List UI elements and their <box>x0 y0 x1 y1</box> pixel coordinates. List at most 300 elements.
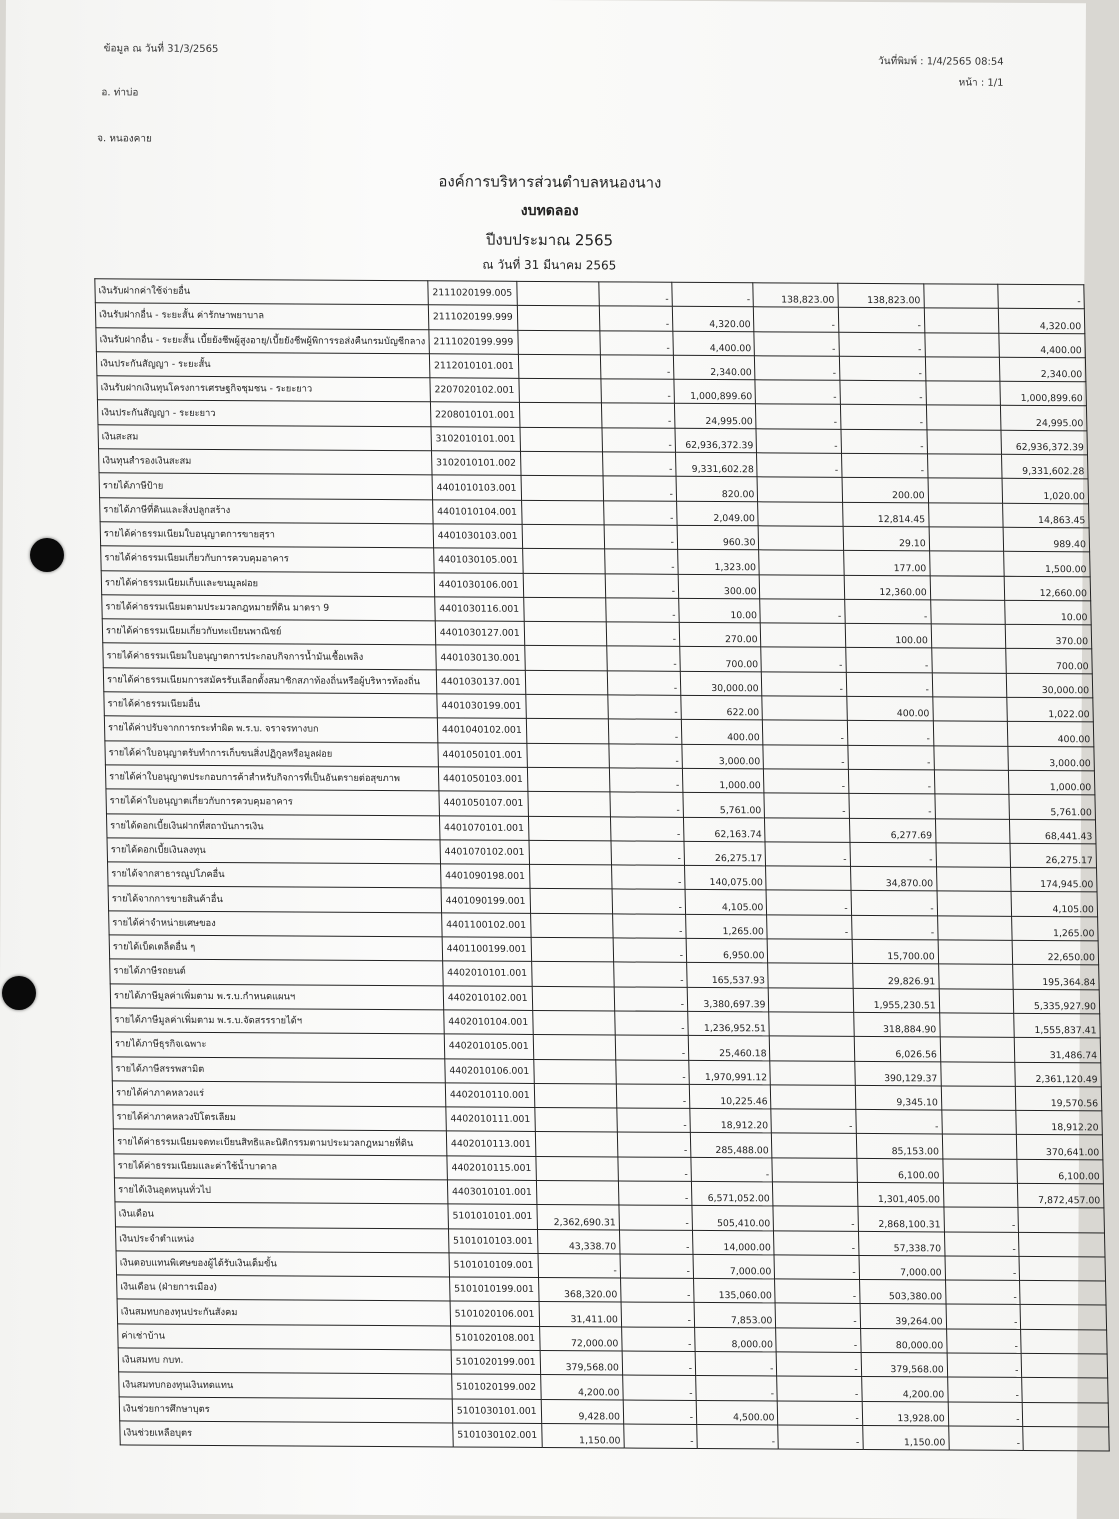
amount-cell: - <box>761 647 846 672</box>
account-name: รายได้ค่าธรรมเนียมเก็บและขนมูลฝอย <box>101 570 434 596</box>
amount-cell: - <box>610 792 684 817</box>
amount-cell: - <box>603 476 677 501</box>
amount-cell: - <box>617 1132 691 1157</box>
amount-cell: 9,331,602.28 <box>1002 454 1088 479</box>
amount-cell: - <box>848 745 935 770</box>
account-name: รายได้ค่าธรรมเนียมเกี่ยวกับทะเบียนพาณิชย์ <box>102 619 435 645</box>
amount-cell: - <box>619 1205 693 1230</box>
account-code: 4401030199.001 <box>436 694 526 719</box>
account-name: รายได้ค่าธรรมเนียมจดทะเบียนสิทธิและนิติกรรมตามประมวลกฎหมายที่ดิน <box>113 1129 446 1155</box>
amount-cell: - <box>767 890 852 915</box>
amount-cell: 5,761.00 <box>1009 795 1095 820</box>
account-code: 4402010113.001 <box>446 1131 536 1156</box>
amount-cell <box>534 1059 616 1084</box>
account-code: 4402010110.001 <box>445 1083 535 1108</box>
amount-cell: 370,641.00 <box>1017 1135 1103 1160</box>
account-name: รายได้ค่าธรรมเนียมใบอนุญาตการขายสุรา <box>100 522 433 548</box>
account-code: 4402010104.001 <box>443 1010 533 1035</box>
account-code: 4401090198.001 <box>440 864 530 889</box>
amount-cell: 1,000.00 <box>1009 770 1095 795</box>
amount-cell: 1,265.00 <box>686 914 768 939</box>
amount-cell: 15,700.00 <box>852 939 939 964</box>
amount-cell <box>527 767 609 792</box>
amount-cell: - <box>756 404 841 429</box>
amount-cell: 400.00 <box>681 720 763 745</box>
amount-cell <box>772 1158 857 1183</box>
amount-cell <box>531 913 613 938</box>
account-name: เงินประกันสัญญา - ระยะยาว <box>97 400 430 426</box>
amount-cell <box>933 721 1008 746</box>
amount-cell: 195,364.84 <box>1013 965 1099 990</box>
amount-cell: 6,950.00 <box>686 938 768 963</box>
amount-cell: - <box>603 501 677 526</box>
amount-cell: - <box>756 429 841 454</box>
account-code: 4402010105.001 <box>444 1034 534 1059</box>
amount-cell: 370.00 <box>1006 624 1092 649</box>
amount-cell: - <box>599 306 673 331</box>
account-code: 4401030103.001 <box>433 524 523 549</box>
amount-cell: - <box>946 1329 1021 1354</box>
amount-cell: 4,320.00 <box>672 307 754 332</box>
amount-cell: 1,970,991.12 <box>689 1060 771 1085</box>
amount-cell: 1,500.00 <box>1004 552 1090 577</box>
amount-cell: - <box>776 1303 861 1328</box>
amount-cell: 6,277.69 <box>849 818 936 843</box>
amount-cell <box>758 501 843 526</box>
amount-cell: - <box>839 356 926 381</box>
amount-cell: - <box>608 719 682 744</box>
amount-cell <box>761 623 846 648</box>
amount-cell: - <box>841 429 928 454</box>
amount-cell <box>525 646 607 671</box>
amount-cell: 2,362,690.31 <box>537 1205 619 1230</box>
amount-cell <box>765 817 850 842</box>
amount-cell <box>941 1086 1016 1111</box>
amount-cell: - <box>851 915 938 940</box>
amount-cell: 1,955,230.51 <box>853 988 940 1013</box>
print-date: วันที่พิมพ์ : 1/4/2565 08:54 <box>878 56 1004 68</box>
account-code: 5101020108.001 <box>450 1326 540 1351</box>
amount-cell: 3,380,697.39 <box>687 987 769 1012</box>
amount-cell <box>935 818 1010 843</box>
account-code: 3102010101.002 <box>431 451 521 476</box>
account-code: 4401050107.001 <box>439 791 529 816</box>
amount-cell <box>925 357 1000 382</box>
amount-cell: - <box>754 307 839 332</box>
page-number: หน้า : 1/1 <box>958 77 1004 89</box>
amount-cell <box>769 987 854 1012</box>
amount-cell: 29,826.91 <box>852 964 939 989</box>
amount-cell: 318,884.90 <box>853 1012 940 1037</box>
amount-cell: 13,928.00 <box>862 1401 949 1426</box>
amount-cell: 200.00 <box>842 478 929 503</box>
amount-cell <box>530 865 612 890</box>
account-name: รายได้ค่าธรรมเนียมตามประมวลกฎหมายที่ดิน มาตรา 9 <box>102 595 435 621</box>
amount-cell <box>927 454 1002 479</box>
amount-cell <box>931 624 1006 649</box>
amount-cell <box>924 284 999 309</box>
as-of-date: ณ วันที่ 31 มีนาคม 2565 <box>482 257 617 273</box>
amount-cell: - <box>601 403 675 428</box>
amount-cell: - <box>767 915 852 940</box>
amount-cell <box>938 964 1013 989</box>
amount-cell: 7,853.00 <box>694 1303 776 1328</box>
amount-cell: - <box>948 1426 1023 1451</box>
amount-cell <box>770 1036 855 1061</box>
amount-cell: 12,360.00 <box>844 575 931 600</box>
amount-cell <box>925 332 1000 357</box>
amount-cell: 14,000.00 <box>692 1230 774 1255</box>
amount-cell: - <box>620 1254 694 1279</box>
amount-cell <box>934 770 1009 795</box>
account-name: รายได้ค่าภาคหลวงแร่ <box>112 1081 445 1107</box>
amount-cell <box>1022 1353 1108 1378</box>
account-name: เงินตอบแทนพิเศษของผู้ได้รับเงินเต็มขั้น <box>116 1251 449 1277</box>
amount-cell <box>520 451 602 476</box>
amount-cell: 72,000.00 <box>540 1326 622 1351</box>
account-code: 2207020102.001 <box>430 378 520 403</box>
amount-cell <box>533 1035 615 1060</box>
amount-cell: 30,000.00 <box>1007 673 1093 698</box>
amount-cell: - <box>775 1279 860 1304</box>
amount-cell: 505,410.00 <box>692 1206 774 1231</box>
amount-cell <box>524 597 606 622</box>
account-code: 5101020106.001 <box>450 1301 540 1326</box>
amount-cell: 5,761.00 <box>683 793 765 818</box>
account-name: รายได้ค่าใบอนุญาตเกี่ยวกับการควบคุมอาคาร <box>106 789 439 815</box>
amount-cell: - <box>614 987 688 1012</box>
amount-cell <box>527 743 609 768</box>
amount-cell <box>932 673 1007 698</box>
amount-cell: - <box>614 962 688 987</box>
amount-cell: - <box>611 841 685 866</box>
amount-cell <box>519 403 601 428</box>
amount-cell: - <box>944 1232 1019 1257</box>
amount-cell: 80,000.00 <box>860 1328 947 1353</box>
amount-cell: 9,331,602.28 <box>676 452 758 477</box>
amount-cell <box>928 503 1003 528</box>
amount-cell: - <box>777 1376 862 1401</box>
amount-cell: - <box>611 865 685 890</box>
amount-cell <box>521 476 603 501</box>
amount-cell: 10.00 <box>679 598 761 623</box>
account-name: รายได้ดอกเบี้ยเงินฝากที่สถาบันการเงิน <box>106 813 439 839</box>
account-code: 5101020199.002 <box>451 1374 541 1399</box>
account-code: 5101010103.001 <box>448 1229 538 1254</box>
account-code: 4401010103.001 <box>432 475 522 500</box>
amount-cell: 6,100.00 <box>1017 1159 1103 1184</box>
amount-cell: - <box>615 1011 689 1036</box>
account-code: 5101030102.001 <box>452 1423 542 1448</box>
amount-cell: - <box>613 914 687 939</box>
amount-cell: 3,000.00 <box>1008 746 1094 771</box>
amount-cell: 700.00 <box>680 647 762 672</box>
amount-cell <box>531 937 613 962</box>
amount-cell: 270.00 <box>679 622 761 647</box>
amount-cell: 7,000.00 <box>859 1255 946 1280</box>
amount-cell: 1,000,899.60 <box>674 379 756 404</box>
amount-cell <box>938 940 1013 965</box>
account-name: รายได้ค่าธรรมเนียมเกี่ยวกับการควบคุมอาคาร <box>101 546 434 572</box>
account-name: รายได้ดอกเบี้ยเงินลงทุน <box>107 838 440 864</box>
amount-cell: - <box>605 549 679 574</box>
punch-hole-top <box>30 538 64 572</box>
amount-cell: 4,400.00 <box>999 333 1085 358</box>
account-name: เงินรับฝากอื่น - ระยะสั้น ค่ารักษาพยาบาล <box>95 303 428 329</box>
amount-cell: - <box>778 1401 863 1426</box>
amount-cell <box>769 1012 854 1037</box>
amount-cell: - <box>612 889 686 914</box>
amount-cell <box>535 1108 617 1133</box>
amount-cell <box>533 1010 615 1035</box>
amount-cell: - <box>617 1108 691 1133</box>
amount-cell: - <box>620 1278 694 1303</box>
amount-cell: - <box>945 1256 1020 1281</box>
amount-cell <box>770 1060 855 1085</box>
amount-cell: 30,000.00 <box>680 671 762 696</box>
amount-cell: 4,200.00 <box>861 1377 948 1402</box>
amount-cell: 5,335,927.90 <box>1014 989 1100 1014</box>
amount-cell: 1,000,899.60 <box>1000 381 1086 406</box>
account-name: รายได้เบ็ดเตล็ดอื่น ๆ <box>109 935 442 961</box>
amount-cell <box>773 1182 858 1207</box>
amount-cell <box>931 648 1006 673</box>
amount-cell: 19,570.56 <box>1016 1086 1102 1111</box>
account-code: 4402010102.001 <box>443 985 533 1010</box>
amount-cell <box>928 478 1003 503</box>
amount-cell: 1,265.00 <box>1012 916 1098 941</box>
account-name: รายได้ค่าภาคหลวงปิโตรเลียม <box>113 1105 446 1131</box>
amount-cell: - <box>696 1376 778 1401</box>
amount-cell: - <box>839 332 926 357</box>
account-name: รายได้ภาษีมูลค่าเพิ่มตาม พ.ร.บ.จัดสรรรายได้ฯ <box>111 1008 444 1034</box>
amount-cell <box>1020 1281 1106 1306</box>
amount-cell: 43,338.70 <box>537 1229 619 1254</box>
account-code: 4401100199.001 <box>442 937 532 962</box>
amount-cell: - <box>777 1352 862 1377</box>
account-code: 4401040102.001 <box>437 718 527 743</box>
amount-cell <box>943 1159 1018 1184</box>
amount-cell: 18,912.20 <box>1016 1110 1102 1135</box>
amount-cell <box>1023 1426 1109 1451</box>
amount-cell: 1,000.00 <box>682 768 764 793</box>
amount-cell: - <box>609 768 683 793</box>
account-name: เงินประกันสัญญา - ระยะสั้น <box>96 352 429 378</box>
amount-cell <box>759 550 844 575</box>
amount-cell <box>758 477 843 502</box>
amount-cell: - <box>763 720 848 745</box>
amount-cell: - <box>609 744 683 769</box>
amount-cell <box>772 1133 857 1158</box>
amount-cell: - <box>601 379 675 404</box>
amount-cell <box>759 526 844 551</box>
amount-cell: - <box>616 1059 690 1084</box>
amount-cell <box>942 1134 1017 1159</box>
amount-cell <box>528 816 610 841</box>
amount-cell <box>940 1061 1015 1086</box>
account-name: รายได้ภาษีรถยนต์ <box>110 959 443 985</box>
amount-cell <box>927 430 1002 455</box>
account-name: รายได้ค่าธรรมเนียมใบอนุญาตการประกอบกิจการน้ำมันเชื้อเพลิง <box>103 643 436 669</box>
amount-cell <box>522 500 604 525</box>
account-code: 4401030106.001 <box>434 572 524 597</box>
amount-cell: - <box>602 452 676 477</box>
amount-cell: - <box>610 816 684 841</box>
account-code: 4402010101.001 <box>442 961 532 986</box>
account-name: เงินประจำตำแหน่ง <box>115 1226 448 1252</box>
amount-cell: - <box>764 793 849 818</box>
amount-cell: 62,163.74 <box>683 817 765 842</box>
amount-cell: 22,650.00 <box>1013 940 1099 965</box>
amount-cell: - <box>606 622 680 647</box>
amount-cell: 4,400.00 <box>673 331 755 356</box>
amount-cell: - <box>697 1424 779 1449</box>
account-name: เงินเดือน <box>115 1202 448 1228</box>
amount-cell <box>1019 1256 1105 1281</box>
amount-cell: 6,100.00 <box>857 1158 944 1183</box>
amount-cell <box>526 719 608 744</box>
amount-cell: - <box>599 282 673 307</box>
account-code: 5101020199.001 <box>451 1350 541 1375</box>
amount-cell: 400.00 <box>1008 722 1094 747</box>
amount-cell: 2,361,120.49 <box>1015 1062 1101 1087</box>
account-code: 2112010101.001 <box>429 354 519 379</box>
amount-cell: 4,105.00 <box>1011 892 1097 917</box>
amount-cell: 10.00 <box>1005 600 1091 625</box>
amount-cell: - <box>845 648 932 673</box>
amount-cell <box>1020 1305 1106 1330</box>
punch-hole-bottom <box>2 976 36 1010</box>
amount-cell <box>926 381 1001 406</box>
amount-cell: - <box>618 1181 692 1206</box>
amount-cell: - <box>762 672 847 697</box>
account-code: 2111020199.999 <box>428 329 518 354</box>
amount-cell <box>523 573 605 598</box>
amount-cell: 2,049.00 <box>677 501 759 526</box>
account-name: เงินช่วยเหลือบุตร <box>120 1421 453 1447</box>
amount-cell: 4,105.00 <box>685 890 767 915</box>
amount-cell: 7,000.00 <box>693 1254 775 1279</box>
account-code: 5101010109.001 <box>449 1253 539 1278</box>
amount-cell: - <box>844 599 931 624</box>
account-name: รายได้ค่าธรรมเนียมและค่าใช้น้ำบาดาล <box>114 1154 447 1180</box>
amount-cell: 174,945.00 <box>1011 867 1097 892</box>
amount-cell: - <box>948 1402 1023 1427</box>
amount-cell: - <box>600 355 674 380</box>
amount-cell: - <box>946 1304 1021 1329</box>
amount-cell: 138,823.00 <box>753 283 838 308</box>
amount-cell: - <box>778 1425 863 1450</box>
account-code: 4401030130.001 <box>435 645 525 670</box>
account-name: รายได้ค่าธรรมเนียมการสมัครรับเลือกตั้งสมาชิกสภาท้องถิ่นหรือผู้บริหารท้องถิ่น <box>103 668 436 694</box>
amount-cell: 24,995.00 <box>674 404 756 429</box>
account-code: 2111020199.999 <box>428 305 518 330</box>
amount-cell: - <box>850 842 937 867</box>
amount-cell: 989.40 <box>1004 527 1090 552</box>
amount-cell <box>524 622 606 647</box>
amount-cell <box>535 1132 617 1157</box>
account-code: 4401030116.001 <box>434 597 524 622</box>
account-code: 4401100102.001 <box>441 913 531 938</box>
account-name: รายได้ภาษีธุรกิจเฉพาะ <box>111 1032 444 1058</box>
account-code: 4401070101.001 <box>439 815 529 840</box>
amount-cell: 390,129.37 <box>855 1061 942 1086</box>
amount-cell: 400.00 <box>847 696 934 721</box>
amount-cell: 1,301,405.00 <box>857 1182 944 1207</box>
amount-cell: 12,814.45 <box>842 502 929 527</box>
amount-cell: - <box>947 1353 1022 1378</box>
amount-cell: 379,568.00 <box>540 1351 622 1376</box>
amount-cell <box>528 792 610 817</box>
data-date: ข้อมูล ณ วันที่ 31/3/2565 <box>103 43 219 55</box>
amount-cell: - <box>763 744 848 769</box>
amount-cell <box>934 746 1009 771</box>
amount-cell <box>532 986 614 1011</box>
amount-cell: - <box>606 598 680 623</box>
amount-cell <box>530 889 612 914</box>
amount-cell: 29.10 <box>843 526 930 551</box>
amount-cell <box>937 891 1012 916</box>
amount-cell: - <box>755 356 840 381</box>
amount-cell: 140,075.00 <box>685 865 767 890</box>
amount-cell <box>929 551 1004 576</box>
amount-cell: - <box>847 721 934 746</box>
amount-cell: - <box>754 331 839 356</box>
amount-cell <box>520 427 602 452</box>
amount-cell: 10,225.46 <box>689 1084 771 1109</box>
district: อ. ท่าบ่อ <box>101 87 139 99</box>
account-code: 4402010106.001 <box>444 1058 534 1083</box>
account-code: 4403010101.001 <box>447 1180 537 1205</box>
amount-cell <box>522 524 604 549</box>
amount-cell: - <box>849 794 936 819</box>
amount-cell: 1,150.00 <box>542 1423 624 1448</box>
fiscal-year: ปีงบประมาณ 2565 <box>485 230 614 250</box>
province: จ. หนองคาย <box>97 133 152 145</box>
account-code: 4401090199.001 <box>441 888 531 913</box>
account-name: เงินทุนสำรองเงินสะสม <box>99 449 432 475</box>
trial-balance-table <box>94 278 1109 1451</box>
amount-cell <box>762 696 847 721</box>
account-code: 4401030105.001 <box>433 548 523 573</box>
amount-cell: 1,020.00 <box>1002 479 1088 504</box>
amount-cell: 7,872,457.00 <box>1018 1183 1104 1208</box>
amount-cell: - <box>600 330 674 355</box>
amount-cell: - <box>846 672 933 697</box>
amount-cell <box>939 1013 1014 1038</box>
amount-cell <box>766 866 851 891</box>
account-name: รายได้ค่าใบอนุญาตรับทำการเก็บขนสิ่งปฏิกูลหรือมูลฝอย <box>105 740 438 766</box>
amount-cell: 4,320.00 <box>999 309 1085 334</box>
amount-cell: 26,275.17 <box>1010 843 1096 868</box>
amount-cell <box>942 1110 1017 1135</box>
amount-cell: - <box>602 428 676 453</box>
amount-cell <box>937 916 1012 941</box>
amount-cell: 2,340.00 <box>673 355 755 380</box>
amount-cell: 1,555,837.41 <box>1014 1013 1100 1038</box>
amount-cell <box>930 600 1005 625</box>
account-code: 2111020199.005 <box>427 281 517 306</box>
amount-cell: 2,340.00 <box>1000 357 1086 382</box>
amount-cell: 1,022.00 <box>1007 697 1093 722</box>
amount-cell: 138,823.00 <box>838 283 925 308</box>
amount-cell <box>935 794 1010 819</box>
amount-cell <box>536 1156 618 1181</box>
trial-balance-body <box>95 279 1109 1451</box>
amount-cell <box>532 962 614 987</box>
amount-cell <box>518 354 600 379</box>
amount-cell: - <box>695 1351 777 1376</box>
